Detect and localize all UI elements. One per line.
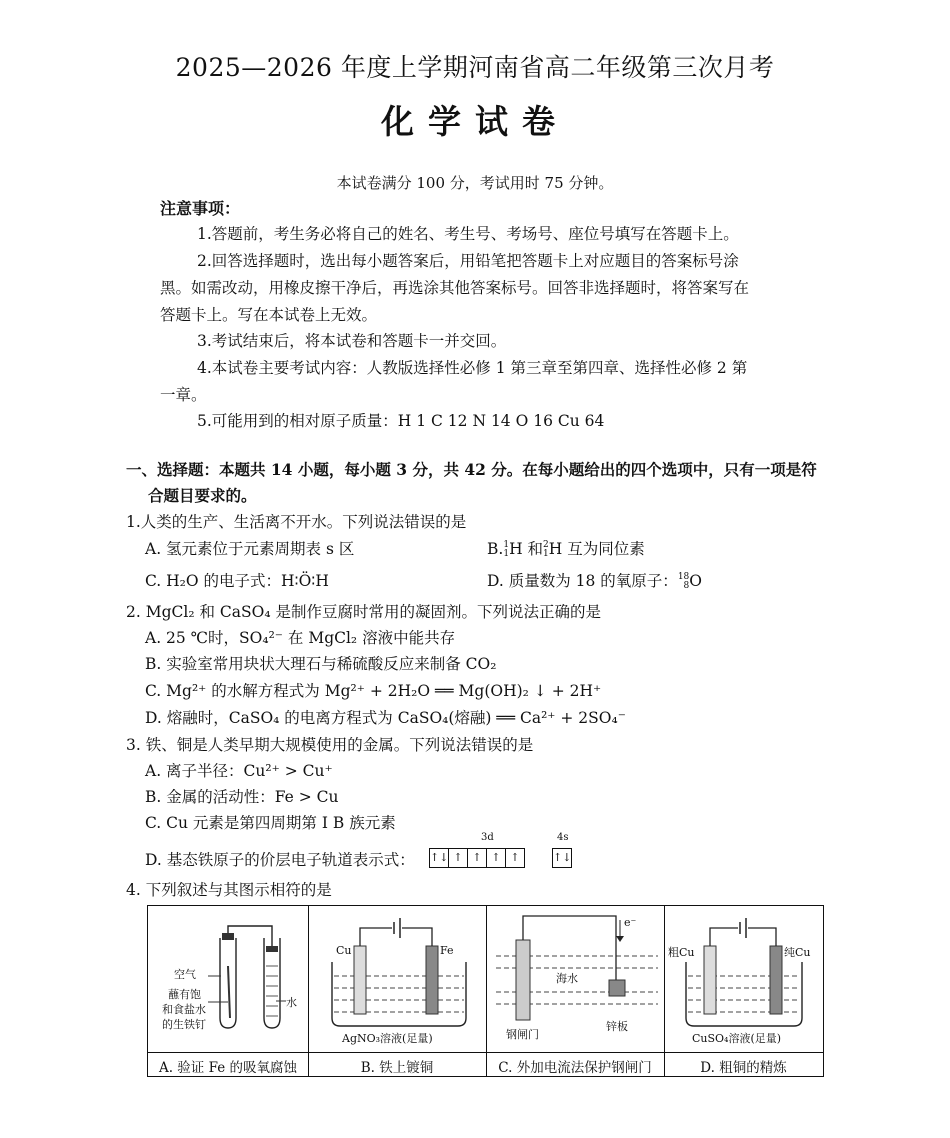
- label-air: 空气: [174, 968, 196, 981]
- exam-info: 本试卷满分 100 分，考试用时 75 分钟。: [336, 174, 614, 192]
- orbital-box: ↑↓: [429, 848, 449, 868]
- diagram-c: [486, 906, 665, 1052]
- notice-item: 答题卡上。写在本试卷上无效。: [160, 306, 378, 324]
- label-water: 水: [286, 996, 297, 1009]
- caption-d: D. 粗铜的精炼: [700, 1060, 787, 1076]
- caption-c: C. 外加电流法保护钢闸门: [498, 1060, 652, 1076]
- caption-row: [148, 1052, 823, 1077]
- notice-item: 黑。如需改动，用橡皮擦干净后，再选涂其他答案标号。回答非选择题时，将答案写在: [160, 279, 750, 297]
- q4-diagram-table: [147, 905, 824, 1077]
- orbital-box: ↑: [448, 848, 468, 868]
- label-crude-cu: 粗Cu: [668, 946, 695, 959]
- caption-a: A. 验证 Fe 的吸氧腐蚀: [158, 1060, 298, 1076]
- orbital-box: ↑: [467, 848, 487, 868]
- label-nail: 和食盐水: [162, 1003, 206, 1016]
- label-nail: 蘸有饱: [168, 988, 201, 1001]
- diagram-d: [664, 906, 823, 1052]
- orbital-box: ↑: [505, 848, 525, 868]
- notice-item: 4.本试卷主要考试内容：人教版选择性必修 1 第三章至第四章、选择性必修 2 第: [197, 359, 748, 377]
- orbital-diagram-3d: [430, 847, 525, 868]
- notice-item: 1.答题前，考生务必将自己的姓名、考生号、考场号、座位号填写在答题卡上。: [197, 225, 739, 243]
- label-seawater: 海水: [556, 972, 578, 985]
- orbital-box: ↑↓: [552, 848, 572, 868]
- section-heading-cont: 合题目要求的。: [148, 486, 257, 505]
- q2-option-b: B. 实验室常用块状大理石与稀硫酸反应来制备 CO₂: [145, 655, 497, 673]
- q3-option-a: A. 离子半径：Cu²⁺ > Cu⁺: [145, 762, 333, 780]
- question-4-stem: 4. 下列叙述与其图示相符的是: [126, 881, 332, 899]
- exam-subject: 化学试卷: [381, 102, 569, 141]
- label-solution: AgNO₃溶液(足量): [342, 1032, 433, 1045]
- notice-item: 5.可能用到的相对原子质量：H 1 C 12 N 14 O 16 Cu 64: [197, 412, 605, 430]
- label-pure-cu: 纯Cu: [784, 946, 811, 959]
- label-solution: CuSO₄溶液(足量): [692, 1032, 782, 1045]
- notice-item: 一章。: [160, 386, 207, 404]
- notice-item: 2.回答选择题时，选出每小题答案后，用铅笔把答题卡上对应题目的答案标号涂: [197, 252, 739, 270]
- q2-option-c: C. Mg²⁺ 的水解方程式为 Mg²⁺ + 2H₂O ══ Mg(OH)₂ ↓ + 2H⁺: [145, 682, 602, 700]
- diagram-b: [308, 906, 487, 1052]
- orbital-label-3d: 3d: [481, 832, 494, 843]
- notice-heading: 注意事项：: [160, 199, 241, 218]
- diagram-a: [148, 906, 309, 1052]
- q3-option-c: C. Cu 元素是第四周期第 Ⅰ B 族元素: [145, 814, 396, 832]
- q3-option-d: D. 基态铁原子的价层电子轨道表示式：: [145, 851, 415, 869]
- label-steel-gate: 钢闸门: [506, 1028, 539, 1041]
- q1-option-b: B.1 1H 和2 1H 互为同位素: [487, 540, 645, 559]
- section-heading: 一、选择题：本题共 14 小题，每小题 3 分，共 42 分。在每小题给出的四个选项中，只有一项是符: [126, 460, 817, 479]
- caption-b: B. 铁上镀铜: [360, 1060, 434, 1076]
- q1-option-a: A. 氢元素位于元素周期表 s 区: [145, 540, 355, 558]
- orbital-box: ↑: [486, 848, 506, 868]
- label-cu-electrode: Cu: [336, 944, 352, 957]
- notice-item: 3.考试结束后，将本试卷和答题卡一并交回。: [197, 332, 507, 350]
- orbital-label-4s: 4s: [557, 832, 569, 843]
- label-nail: 的生铁钉: [162, 1018, 206, 1031]
- label-fe-electrode: Fe: [440, 944, 454, 957]
- question-2-stem: 2. MgCl₂ 和 CaSO₄ 是制作豆腐时常用的凝固剂。下列说法正确的是: [126, 603, 601, 621]
- q1-option-d: D. 质量数为 18 的氧原子：18 8O: [487, 572, 702, 591]
- q2-option-a: A. 25 ℃时，SO₄²⁻ 在 MgCl₂ 溶液中能共存: [145, 629, 456, 647]
- exam-title: 2025—2026 年度上学期河南省高二年级第三次月考: [175, 53, 775, 82]
- question-1-stem: 1.人类的生产、生活离不开水。下列说法错误的是: [126, 513, 467, 531]
- label-electron: e⁻: [624, 916, 637, 929]
- q3-option-b: B. 金属的活动性：Fe > Cu: [145, 788, 339, 806]
- label-zinc-plate: 锌板: [606, 1020, 628, 1033]
- question-3-stem: 3. 铁、铜是人类早期大规模使用的金属。下列说法错误的是: [126, 736, 534, 754]
- q1-option-c: C. H₂O 的电子式：H∶Ö∶H: [145, 572, 329, 590]
- orbital-diagram-4s: [553, 847, 572, 868]
- q2-option-d: D. 熔融时，CaSO₄ 的电离方程式为 CaSO₄(熔融) ══ Ca²⁺ + 2SO₄⁻: [145, 709, 626, 727]
